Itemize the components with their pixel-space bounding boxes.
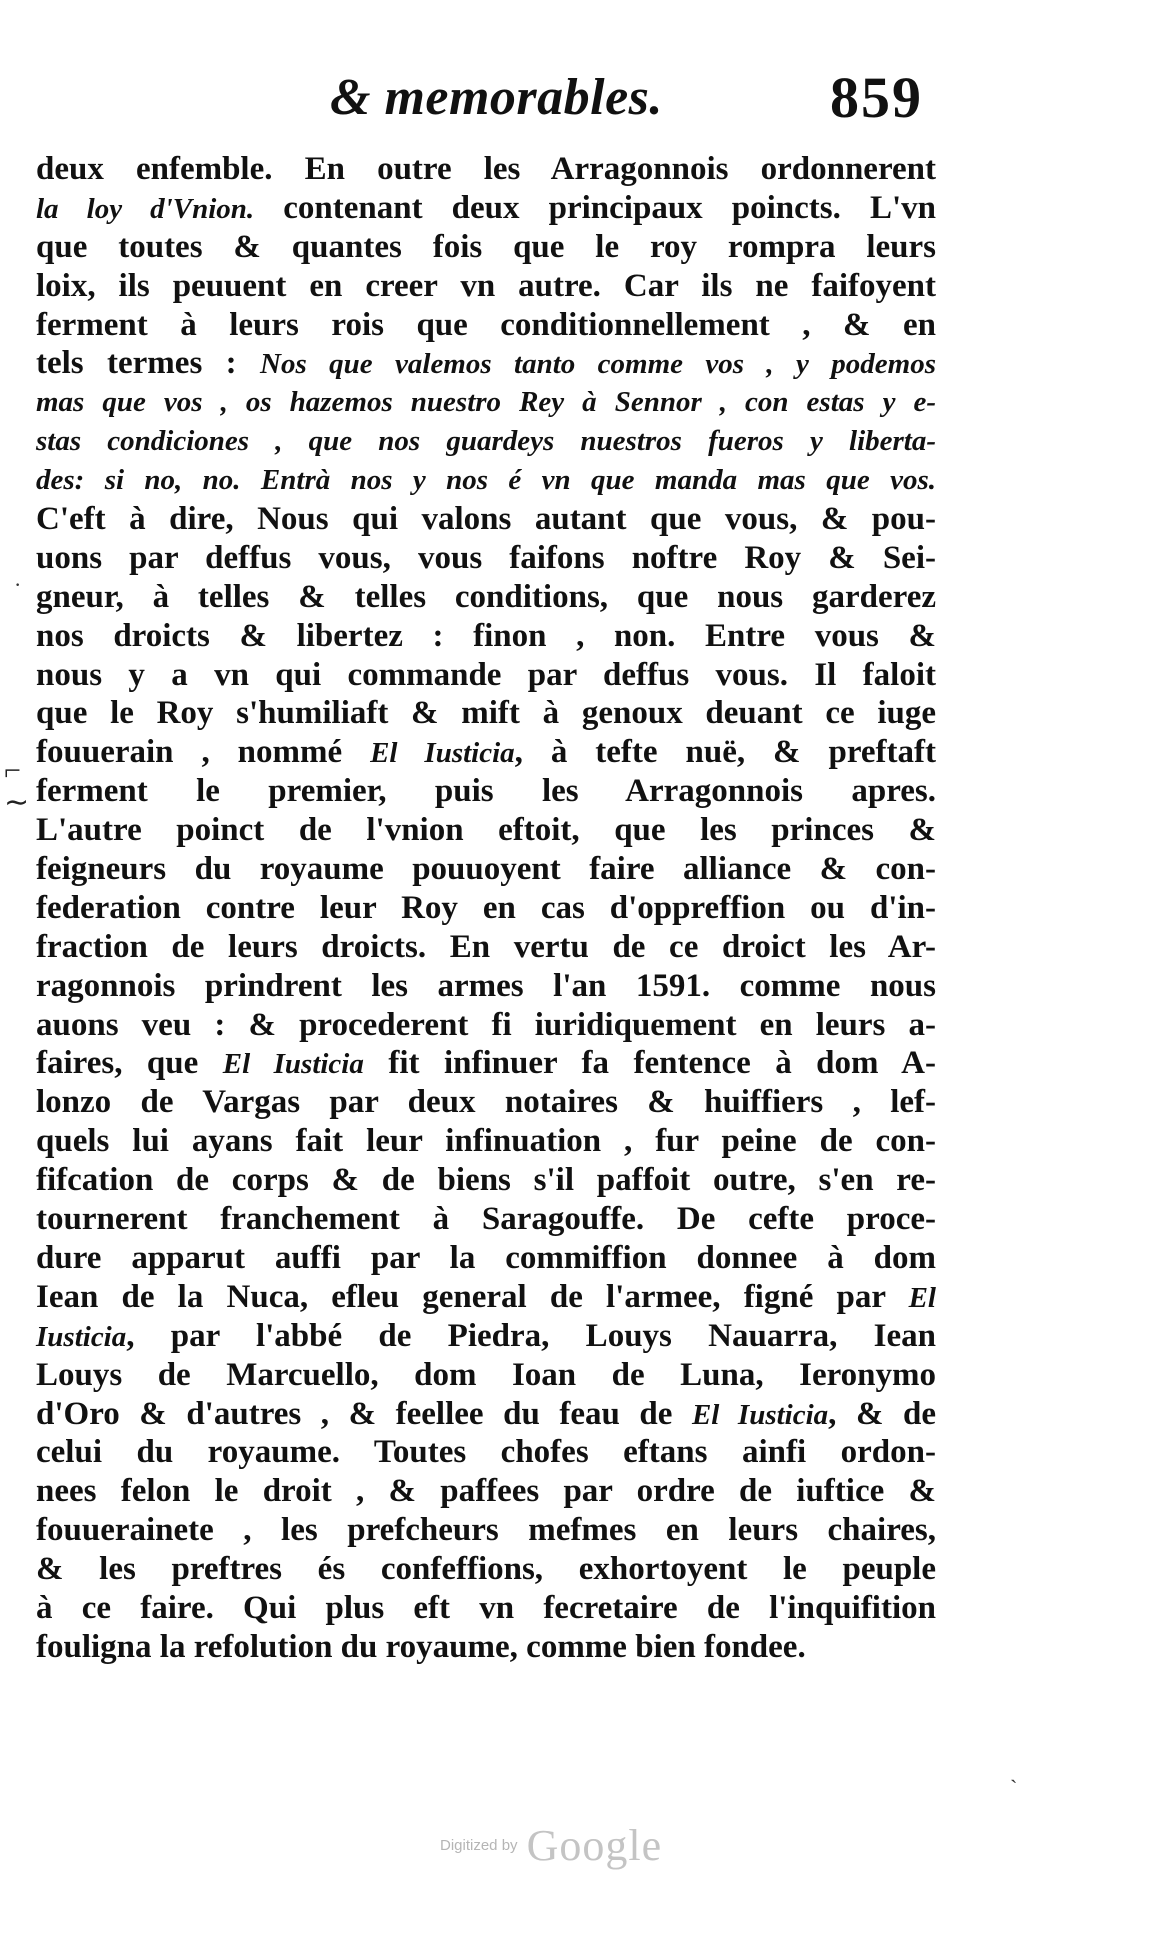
text-line xyxy=(36,1628,936,1667)
text-run: deux enfemble. En outre les Arragonnois ordonnerent xyxy=(36,151,936,187)
text-run: nees felon le droit , & paffees par ordre de iuftice & xyxy=(36,1473,936,1510)
page-number: 859 xyxy=(830,65,923,130)
text-line xyxy=(36,656,936,695)
text-run: , à tefte nuë, & preftaft xyxy=(514,734,936,771)
text-run: ferment à leurs rois que conditionnellement , & en xyxy=(36,306,936,343)
text-run: ragonnois prindrent les armes l'an 1591. comme nous xyxy=(36,967,936,1004)
text-line xyxy=(36,1356,936,1395)
text-run: dure apparut auffi par la commiffion donnee à dom xyxy=(36,1239,936,1276)
text-run: fouligna la refolution du royaume, comme bien fondee. xyxy=(36,1628,806,1665)
digitized-by-label: Digitized by xyxy=(440,1837,518,1854)
running-title: & memorables. xyxy=(330,69,663,126)
italic-run: El Iusticia xyxy=(691,1398,829,1431)
text-run: quels lui ayans fait leur infinuation , fur peine de con- xyxy=(36,1123,936,1160)
text-line xyxy=(36,889,936,928)
text-line xyxy=(36,189,936,228)
text-line xyxy=(36,1122,936,1161)
text-line xyxy=(36,461,936,500)
ink-speck: ˎ xyxy=(1010,1758,1018,1783)
text-run: lonzo de Vargas par deux notaires & huiffiers , lef- xyxy=(36,1084,936,1121)
text-line xyxy=(36,850,936,889)
text-line xyxy=(36,1472,936,1511)
italic-run: la loy d'Vnion. xyxy=(36,192,255,225)
text-line xyxy=(36,1278,936,1317)
text-line xyxy=(36,383,936,422)
body-text xyxy=(36,150,936,1667)
text-line xyxy=(36,539,936,578)
text-run: tournerent franchement à Saragouffe. De cefte proce- xyxy=(36,1201,936,1238)
text-line xyxy=(36,344,936,383)
ink-speck: · xyxy=(14,572,22,597)
text-run: gneur, à telles & telles conditions, que nous garderez xyxy=(36,578,936,615)
text-run: fouuerain , nommé xyxy=(36,734,371,771)
italic-run: des: si no, no. Entrà nos y nos é vn que manda mas que vos. xyxy=(36,464,936,497)
text-run: faires, que xyxy=(36,1045,223,1082)
text-line xyxy=(36,811,936,850)
text-line xyxy=(36,1083,936,1122)
text-run: L'autre poinct de l'vnion eftoit, que les princes & xyxy=(36,812,936,849)
text-run: C'eft à dire, Nous qui valons autant que vous, & pou- xyxy=(36,501,936,538)
text-line xyxy=(36,967,936,1006)
text-line xyxy=(36,772,936,811)
text-run: nos droicts & libertez : finon , non. Entre vous & xyxy=(36,617,936,654)
text-line xyxy=(36,694,936,733)
text-run: fouuerainete , les prefcheurs mefmes en leurs chaires, xyxy=(36,1512,936,1549)
text-run: fraction de leurs droicts. En vertu de ce droict les Ar- xyxy=(36,928,936,965)
text-run: que le Roy s'humiliaft & mift à genoux deuant ce iuge xyxy=(36,695,936,732)
text-run: , & de xyxy=(828,1395,936,1432)
text-line xyxy=(36,578,936,617)
text-run: uons par deffus vous, vous faifons noftre Roy & Sei- xyxy=(36,539,936,576)
italic-run: El Iusticia xyxy=(370,737,515,770)
text-line xyxy=(36,1589,936,1628)
text-run: & les preftres és confeffions, exhortoyent le peuple xyxy=(36,1551,936,1588)
text-line xyxy=(36,1006,936,1045)
text-run: tels termes : xyxy=(36,345,261,382)
text-line xyxy=(36,422,936,461)
text-line xyxy=(36,1511,936,1550)
text-run: feigneurs du royaume pouuoyent faire alliance & con- xyxy=(36,851,936,888)
italic-run: Nos que valemos tanto comme vos , y podemos xyxy=(260,348,936,381)
text-line xyxy=(36,733,936,772)
page-header xyxy=(0,62,1155,132)
italic-run: mas que vos , os hazemos nuestro Rey à Sennor , con estas y e- xyxy=(36,386,936,419)
text-run: ferment le premier, puis les Arragonnois apres. xyxy=(36,773,936,810)
google-logo: Google xyxy=(526,1821,663,1870)
text-run: fifcation de corps & de biens s'il paffoit outre, s'en re- xyxy=(36,1162,936,1199)
text-line xyxy=(36,1395,936,1434)
text-run: auons veu : & procederent fi iuridiquement en leurs a- xyxy=(36,1006,936,1043)
text-run: , par l'abbé de Piedra, Louys Nauarra, Iean xyxy=(126,1317,936,1354)
text-line xyxy=(36,1044,936,1083)
text-line xyxy=(36,150,936,189)
text-run: federation contre leur Roy en cas d'oppreffion ou d'in- xyxy=(36,889,936,926)
text-run: Louys de Marcuello, dom Ioan de Luna, Ieronymo xyxy=(36,1356,936,1393)
digitization-watermark xyxy=(440,1820,720,1880)
margin-annotation: ⌐ ∼ xyxy=(4,754,30,819)
italic-run: stas condiciones , que nos guardeys nuestros fueros y liberta- xyxy=(36,425,936,458)
text-line xyxy=(36,228,936,267)
text-line xyxy=(36,306,936,345)
italic-run: El xyxy=(908,1281,936,1314)
text-line xyxy=(36,1239,936,1278)
text-line xyxy=(36,1433,936,1472)
text-line xyxy=(36,1550,936,1589)
text-run: Iean de la Nuca, efleu general de l'armee, figné par xyxy=(36,1278,909,1315)
text-run: loix, ils peuuent en creer vn autre. Car ils ne faifoyent xyxy=(36,267,936,304)
italic-run: Iusticia xyxy=(36,1320,127,1353)
text-line xyxy=(36,617,936,656)
text-line xyxy=(36,928,936,967)
text-line xyxy=(36,1200,936,1239)
text-run: nous y a vn qui commande par deffus vous. Il faloit xyxy=(36,656,936,693)
italic-run: El Iusticia xyxy=(222,1048,364,1081)
text-run: d'Oro & d'autres , & feellee du feau de xyxy=(36,1395,692,1432)
text-line xyxy=(36,1161,936,1200)
text-run: fit infinuer fa fentence à dom A- xyxy=(363,1045,936,1082)
text-run: contenant deux principaux poincts. L'vn xyxy=(254,189,936,226)
text-run: que toutes & quantes fois que le roy rompra leurs xyxy=(36,228,936,265)
text-run: celui du royaume. Toutes chofes eftans ainfi ordon- xyxy=(36,1434,936,1471)
text-run: à ce faire. Qui plus eft vn fecretaire de l'inquifition xyxy=(36,1589,936,1626)
text-line xyxy=(36,267,936,306)
text-line xyxy=(36,500,936,539)
text-line xyxy=(36,1317,936,1356)
